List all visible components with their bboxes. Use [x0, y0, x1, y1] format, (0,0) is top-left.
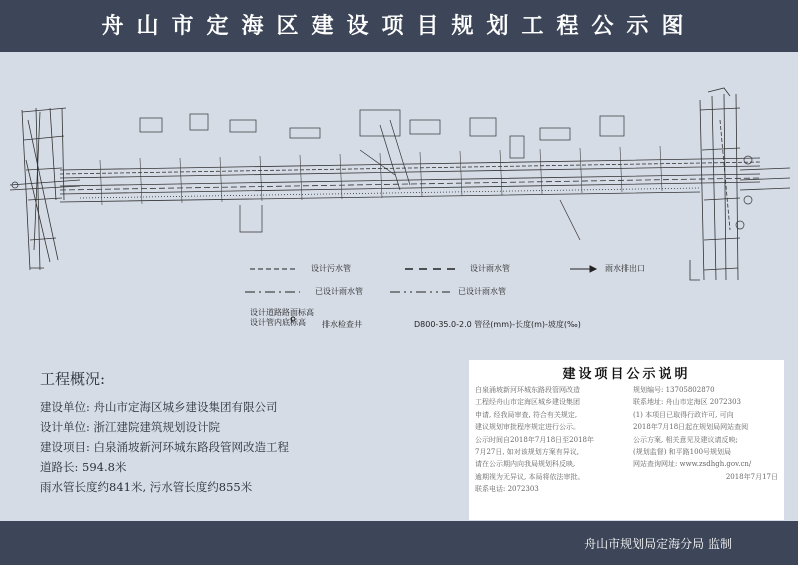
- design-unit: 设计单位: 浙江建院建筑规划设计院: [40, 420, 221, 434]
- legend-storm-outlet: 雨水排出口: [605, 264, 645, 273]
- footer-bar: [0, 521, 798, 565]
- right-intersection: [690, 88, 790, 280]
- legend-pipe-spec: D800-35.0-2.0 管径(mm)-长度(m)-坡度(‰): [414, 320, 581, 329]
- project-name: 建设项目: 白泉涌坡新河环城东路段管网改造工程: [40, 440, 290, 454]
- notice-line: 白泉涌坡新河环城东路段管网改造: [475, 386, 580, 394]
- pipe-length: 雨水管长度约841米, 污水管长度约855米: [40, 480, 253, 494]
- legend-existing-storm-2: 已设计雨水管: [458, 287, 506, 296]
- legend-design-sewer: 设计污水管: [311, 264, 351, 273]
- notice-line: 建议规划审批程序规定进行公示。: [475, 423, 580, 432]
- notice-date: 2018年7月17日: [725, 472, 778, 481]
- legend-existing-storm-1: 已设计雨水管: [315, 287, 363, 296]
- notice-line: 公示时间自2018年7月18日至2018年: [475, 435, 594, 444]
- overview-title: 工程概况:: [40, 370, 106, 388]
- notice-left-column: [475, 384, 633, 496]
- notice-line: 公示方案, 相关意见及建议请反映;: [633, 435, 738, 444]
- notice-line: (规划监督) 和平路100号规划局: [633, 448, 732, 457]
- footer-issuer: 舟山市规划局定海分局 监制: [584, 537, 732, 551]
- notice-line: 2018年7月18日起在规划局网站查阅: [633, 423, 749, 432]
- engineering-drawing: [0, 52, 798, 357]
- notice-right-column: [633, 384, 778, 496]
- notice-line: 逾期视为无异议, 本局将依法审批。: [475, 472, 585, 481]
- road-length: 道路长: 594.8米: [40, 460, 127, 474]
- notice-title: 建设项目公示说明: [562, 367, 691, 382]
- notice-line: (1) 本项目已取得行政许可, 可向: [633, 410, 734, 419]
- notice-line: 网站查询网址: www.zsdhgh.gov.cn/: [633, 460, 752, 469]
- pipeline-plan-svg: [0, 52, 798, 357]
- main-road: [60, 158, 760, 202]
- legend-road-plan-line: 设计道路路面标高: [250, 308, 314, 317]
- notice-line: 规划编号: 13705802870: [633, 386, 715, 394]
- legend-pipe-bottom-line: 设计管内底标高: [250, 318, 306, 327]
- construction-unit: 建设单位: 舟山市定海区城乡建设集团有限公司: [40, 400, 278, 414]
- left-road: [10, 108, 80, 270]
- page-title: 舟山市定海区建设项目规划工程公示图: [101, 14, 697, 39]
- notice-panel: [469, 360, 784, 520]
- legend-inspection-well: 排水检查井: [322, 320, 362, 329]
- notice-line: 申请, 经我局审查, 符合有关规定,: [475, 410, 578, 419]
- notice-line: 联系电话: 2072303: [475, 485, 539, 494]
- legend-design-storm: 设计雨水管: [470, 264, 510, 273]
- header-bar: [0, 0, 798, 52]
- notice-line: 7月27日, 如对该规划方案有异议,: [475, 448, 580, 457]
- notice-line: 联系地址: 舟山市定海区 2072303: [633, 398, 741, 407]
- project-overview: [40, 368, 460, 497]
- notice-line: 工程经舟山市定海区城乡建设集团: [475, 398, 580, 407]
- notice-line: 请在公示期内向我局规划科反映,: [475, 460, 576, 469]
